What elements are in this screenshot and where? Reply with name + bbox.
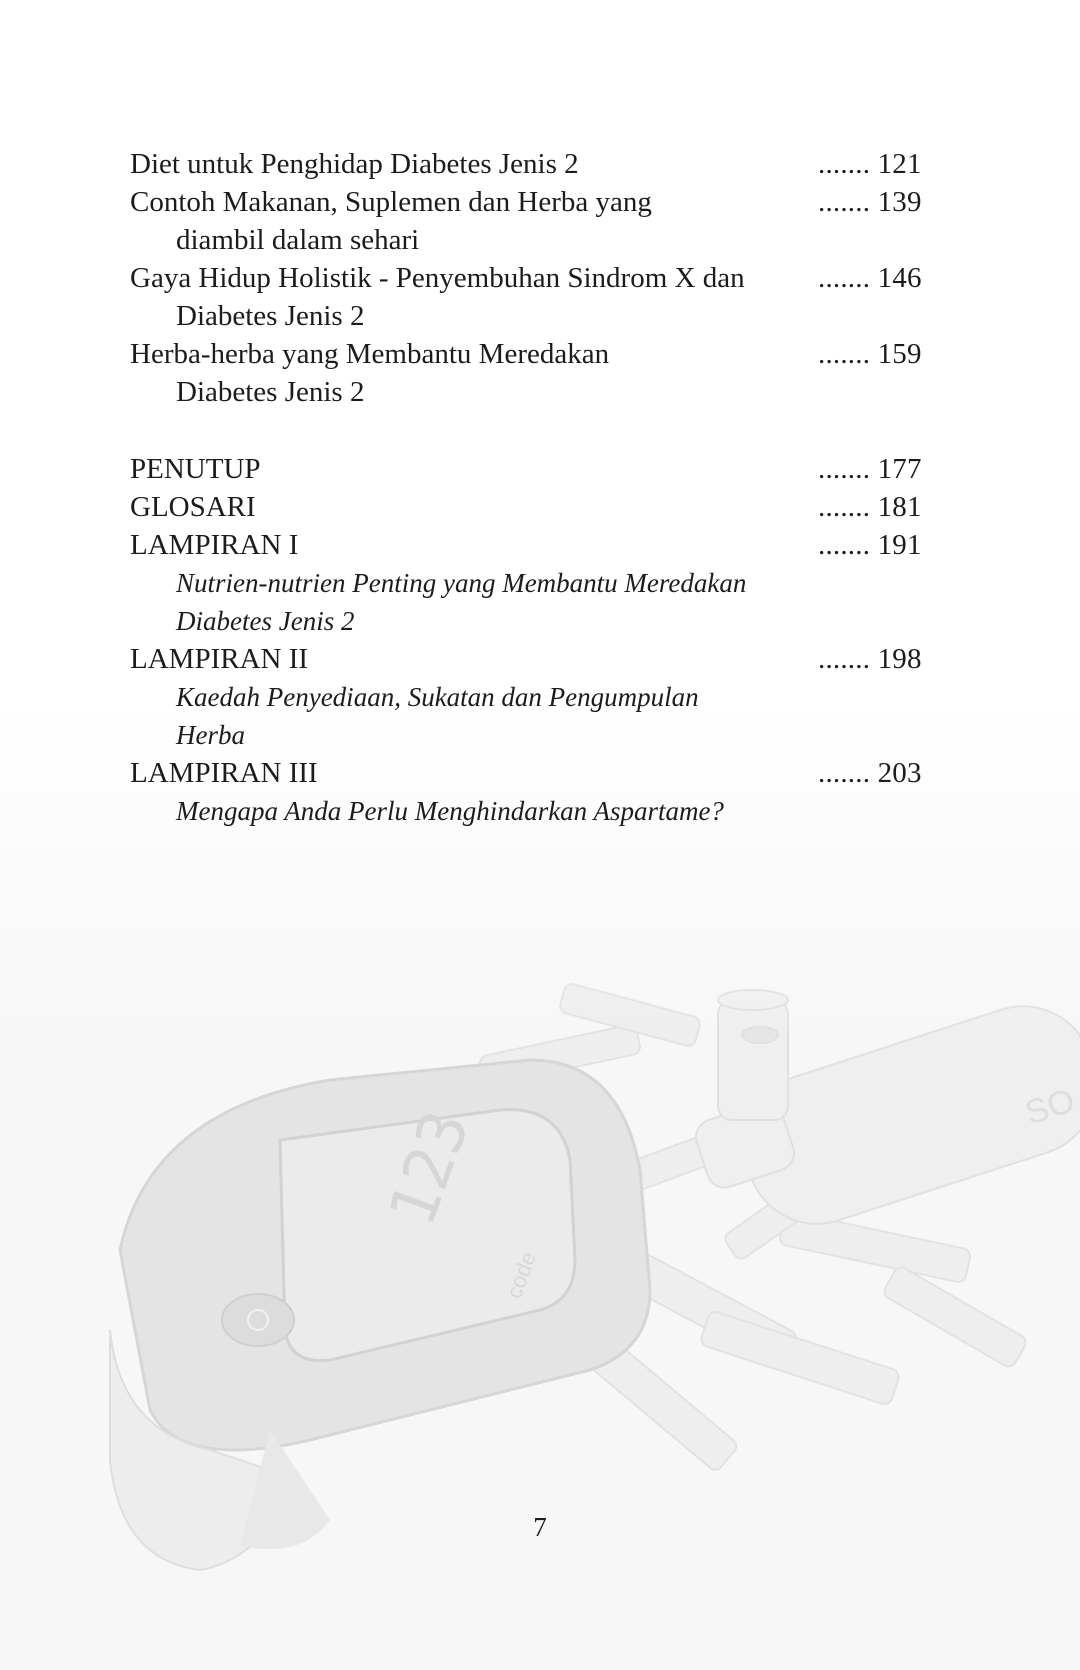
toc-entry[interactable] [130,145,930,183]
toc-entry-title: Herba-herba yang Membantu Meredakan [130,338,610,370]
toc-entry[interactable] [130,754,930,792]
toc-entry-title: GLOSARI [130,491,256,523]
toc-entry-subtitle: Kaedah Penyediaan, Sukatan dan Pengumpulan [176,682,699,712]
toc-entry-page: ....... 181 [818,491,922,523]
toc-entry-page: ....... 191 [818,529,922,561]
toc-entry-subtitle: Diabetes Jenis 2 [176,606,355,636]
toc-entry-title: LAMPIRAN III [130,757,318,789]
toc-entry-continuation: diambil dalam sehari [176,224,420,256]
toc-entry-title: Contoh Makanan, Suplemen dan Herba yang [130,186,652,218]
toc-entry-page: ....... 177 [818,453,922,485]
toc-entry-subtitle: Nutrien-nutrien Penting yang Membantu Meredakan [176,568,747,598]
toc-entry-page: ....... 159 [818,338,922,370]
toc-entry-page: ....... 203 [818,757,922,789]
toc-entry-continuation: Diabetes Jenis 2 [176,300,365,332]
toc-entry-title: Diet untuk Penghidap Diabetes Jenis 2 [130,148,579,180]
toc-entry-title: PENUTUP [130,453,261,485]
toc-entry[interactable] [130,450,930,488]
toc-entry[interactable] [130,526,930,564]
toc-entry-title: LAMPIRAN I [130,529,299,561]
toc-entry-page: ....... 121 [818,148,922,180]
toc-entry-page: ....... 139 [818,186,922,218]
toc-entry-page: ....... 198 [818,643,922,675]
toc-entry-title: Gaya Hidup Holistik - Penyembuhan Sindrom X dan [130,262,745,294]
toc-entry[interactable] [130,259,930,297]
toc-entry[interactable] [130,488,930,526]
toc-entry-continuation: Diabetes Jenis 2 [176,376,365,408]
toc-entry-subtitle: Herba [176,720,245,750]
toc-entry-page: ....... 146 [818,262,922,294]
toc-entry-subtitle: Mengapa Anda Perlu Menghindarkan Aspartame? [176,796,724,826]
toc-entry[interactable] [130,183,930,221]
toc-entry-title: LAMPIRAN II [130,643,309,675]
toc-entry[interactable] [130,640,930,678]
toc-entry[interactable] [130,335,930,373]
page-number: 7 [533,1512,547,1542]
